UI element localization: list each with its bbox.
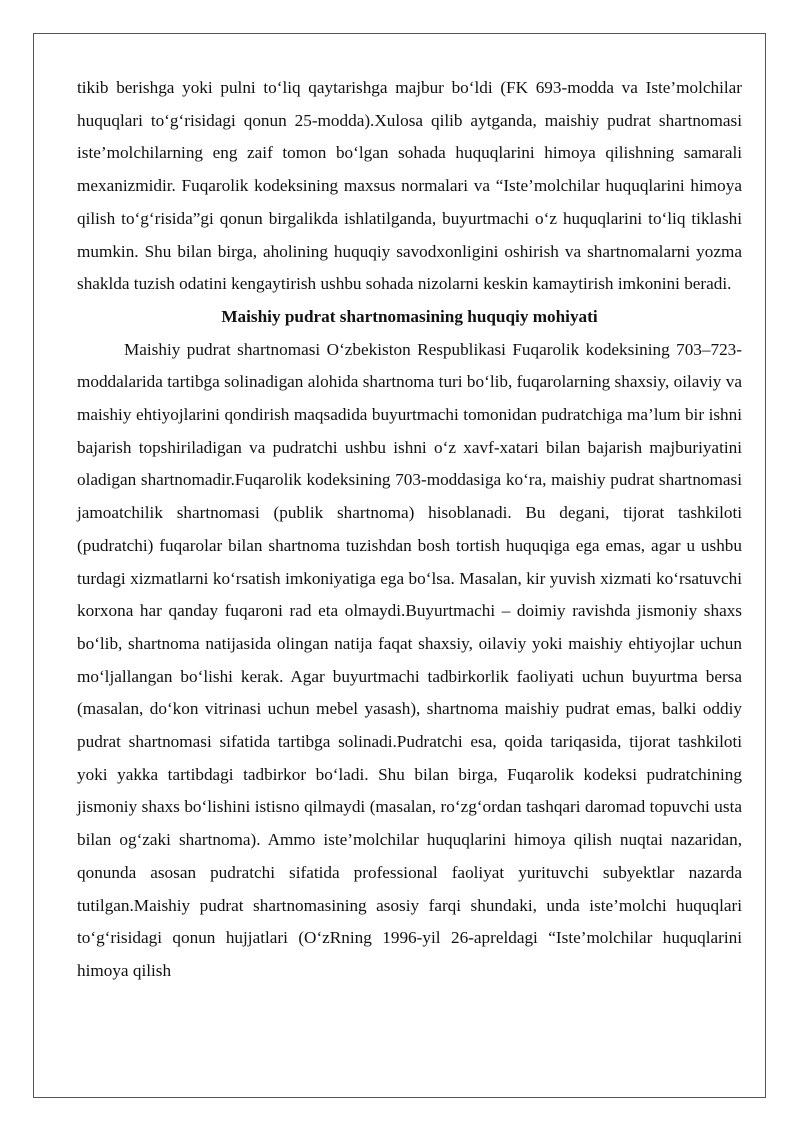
section-heading: Maishiy pudrat shartnomasining huquqiy mohiyati [221, 306, 598, 326]
document-body [77, 72, 742, 988]
paragraph-main: Maishiy pudrat shartnomasi O‘zbekiston Respublikasi Fuqarolik kodeksining 703–723-moddalarida tartibga solinadigan alohida shartnoma turi bo‘lib, fuqarolarning shaxsiy, oilaviy va maishiy ehtiyojlarini qondirish maqsadida buyurtmachi tomonidan pudratchiga ma’lum bir ishni bajarish topshiriladigan va pudratchi ushbu ishni o‘z xavf-xatari bilan bajarish majburiyatini oladigan shartnomadir.Fuqarolik kodeksining 703-moddasiga ko‘ra, maishiy pudrat shartnomasi jamoatchilik shartnomasi (publik shartnoma) hisoblanadi. Bu degani, tijorat tashkiloti (pudratchi) fuqarolar bilan shartnoma tuzishdan bosh tortish huquqiga ega emas, agar u ushbu turdagi xizmatlarni ko‘rsatish imkoniyatiga ega bo‘lsa. Masalan, kir yuvish xizmati ko‘rsatuvchi korxona har qanday fuqaroni rad eta olmaydi.Buyurtmachi – doimiy ravishda jismoniy shaxs bo‘lib, shartnoma natijasida olingan natija faqat shaxsiy, oilaviy yoki maishiy ehtiyojlar uchun mo‘ljallangan bo‘lishi kerak. Agar buyurtmachi tadbirkorlik faoliyati uchun buyurtma bersa (masalan, do‘kon vitrinasi uchun mebel yasash), shartnoma maishiy pudrat emas, balki oddiy pudrat shartnomasi sifatida tartibga solinadi.Pudratchi esa, qoida tariqasida, tijorat tashkiloti yoki yakka tartibdagi tadbirkor bo‘ladi. Shu bilan birga, Fuqarolik kodeksi pudratchining jismoniy shaxs bo‘lishini istisno qilmaydi (masalan, ro‘zg‘ordan tashqari daromad topuvchi usta bilan og‘zaki shartnoma). Ammo iste’molchilar huquqlarini himoya qilish nuqtai nazaridan, qonunda asosan pudratchi sifatida professional faoliyat yurituvchi subyektlar nazarda tutilgan.Maishiy pudrat shartnomasining asosiy farqi shundaki, unda iste’molchi huquqlari to‘g‘risidagi qonun hujjatlari (O‘zRning 1996-yil 26-apreldagi “Iste’molchilar huquqlarini himoya qilish [77, 339, 742, 980]
paragraph-continued: tikib berishga yoki pulni to‘liq qaytarishga majbur bo‘ldi (FK 693-modda va Iste’molchilar huquqlari to‘g‘risidagi qonun 25-modda).Xulosa qilib aytganda, maishiy pudrat shartnomasi iste’molchilarning eng zaif tomon bo‘lgan sohada huquqlarini himoya qilishning samarali mexanizmidir. Fuqarolik kodeksining maxsus normalari va “Iste’molchilar huquqlarini himoya qilish to‘g‘risida”gi qonun birgalikda ishlatilganda, buyurtmachi o‘z huquqlarini to‘liq tiklashi mumkin. Shu bilan birga, aholining huquqiy savodxonligini oshirish va shartnomalarni yozma shaklda tuzish odatini kengaytirish ushbu sohada nizolarni keskin kamaytirish imkonini beradi. [77, 78, 742, 294]
